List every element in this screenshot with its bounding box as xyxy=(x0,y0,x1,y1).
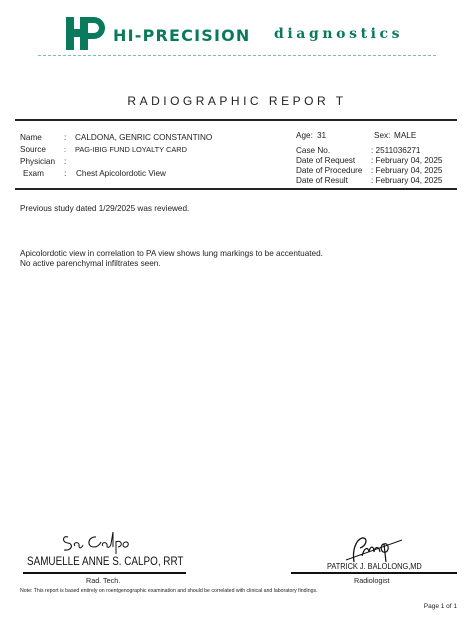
letterhead xyxy=(0,0,474,62)
radiologist-signature-line xyxy=(291,572,457,574)
rad-tech-signature-line xyxy=(23,572,186,574)
rad-tech-signature xyxy=(58,527,138,557)
patient-name: CALDONA, GENRIC CONSTANTINO xyxy=(75,133,213,142)
exam-label: Exam xyxy=(23,169,44,178)
disclaimer-note: Note: This report is based entirely on roentgenographic examination and should be correlated with clinical and laboratory findings. xyxy=(20,588,318,594)
name-colon: : xyxy=(64,133,67,142)
source-label: Source xyxy=(20,145,46,154)
request-label: Date of Request xyxy=(296,156,356,165)
page-number: Page 1 of 1 xyxy=(423,603,457,610)
hp-monogram-icon xyxy=(66,17,106,50)
result-date: : February 04, 2025 xyxy=(371,176,443,185)
previous-study: Previous study dated 1/29/2025 was reviewed. xyxy=(20,204,190,213)
source-colon: : xyxy=(64,145,67,154)
findings-line-1: Apicolordotic view in correlation to PA view shows lung markings to be accentuated. xyxy=(20,249,323,258)
rad-tech-role: Rad. Tech. xyxy=(86,576,121,585)
report-title: RADIOGRAPHIC REPOR T xyxy=(127,94,347,108)
rad-tech-name: SAMUELLE ANNE S. CALPO, RRT xyxy=(27,556,184,568)
sex-label: Sex: xyxy=(374,131,391,140)
info-top-rule xyxy=(15,119,457,121)
physician-colon: : xyxy=(64,157,67,166)
info-bottom-rule xyxy=(15,188,457,190)
procedure-label: Date of Procedure xyxy=(296,166,363,175)
case-label: Case No. xyxy=(296,146,331,155)
procedure-date: : February 04, 2025 xyxy=(371,166,443,175)
brand-name: HI-PRECISION xyxy=(113,26,251,45)
name-label: Name xyxy=(20,133,42,142)
case-number: : 2511036271 xyxy=(371,146,421,155)
findings-line-2: No active parenchymal infiltrates seen. xyxy=(20,259,161,268)
request-date: : February 04, 2025 xyxy=(371,156,443,165)
brand-tagline: diagnostics xyxy=(274,26,404,42)
patient-sex: MALE xyxy=(394,131,417,140)
radiologist-name: PATRICK J. BALOLONG,MD xyxy=(327,562,422,571)
patient-exam: Chest Apicolordotic View xyxy=(76,169,166,178)
radiologist-role: Radiologist xyxy=(354,576,390,585)
patient-age: 31 xyxy=(317,131,327,140)
physician-label: Physician xyxy=(20,157,56,166)
result-label: Date of Result xyxy=(296,176,348,185)
age-label: Age: xyxy=(296,131,313,140)
header-divider xyxy=(38,55,436,56)
patient-source: PAG-IBIG FUND LOYALTY CARD xyxy=(75,145,187,154)
exam-colon: : xyxy=(64,169,67,178)
